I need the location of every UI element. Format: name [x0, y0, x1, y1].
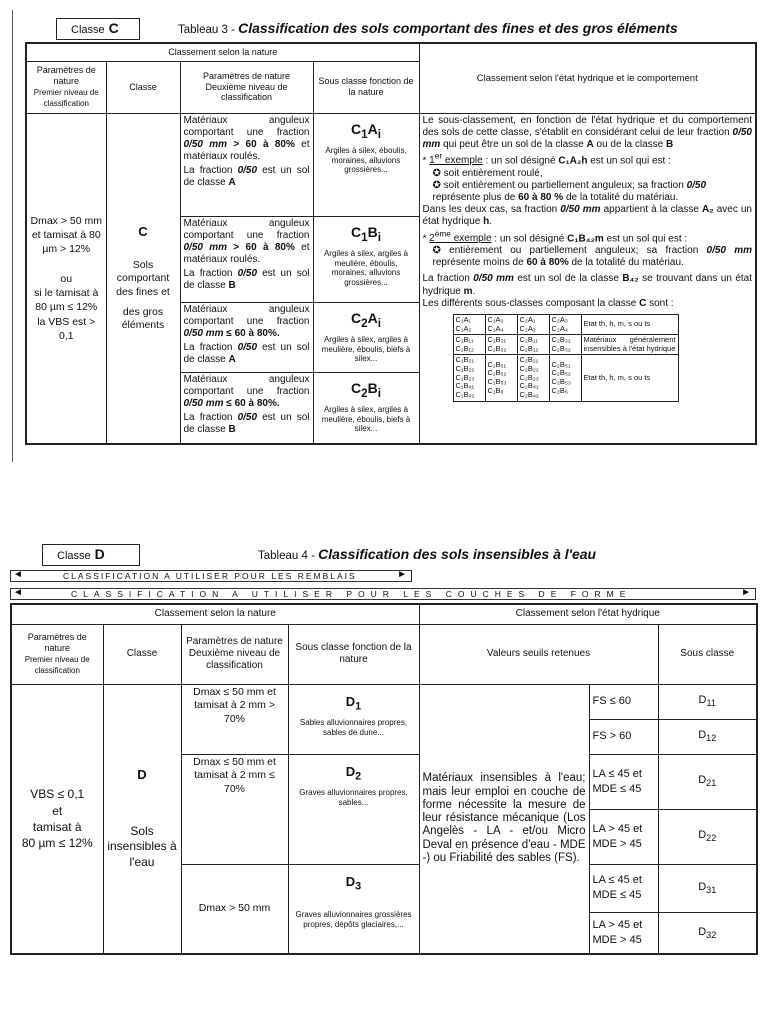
code-base: C: [351, 120, 362, 137]
criteria-tamisat: et tamisat à 80 µm > 12%: [31, 228, 101, 255]
etat-hydrique-explanation: Le sous-classement, en fonction de l'état hydrique et du comportement des sols de cette classe, s'établit en considérant celui de leur fraction 0/50 mm qui peut être un sol de la classe A ou de la classe B * 1er exemple : un sol désigné C₁A₂h est un sol qui est : ✪ soit entièrement roulé, ✪ soit entièrement ou partiellement anguleux; sa fraction 0/50 représente plus de 60 à 80 % de la totalité du matériau. Dans les deux cas, sa fraction 0/50 mm appartient à la classe A₂ avec un état hydrique h. * 2ème exemple : un sol désigné C₁B₄₂m est un sol qui est : ✪ entièrement ou partiellement anguleux; sa fraction 0/50 mm représente moins de 60 à 80% de la totalité du matériau. La fraction 0/50 mm est un sol de la classe B₄₂ se trouvant dans un état hydrique m. Les différents sous-classes composant la classe C sont : C₁A₁ C₁A₂ C₁A₃ C₁A₄ C₂A₁ C₂A₂ C₂A₃ C₂A₄ Etat th, h, m, s ou ts C₁B₁₁ C₁B₁₂ C₁B₃₁ C₁B₃₂ C₂B₁₁ C₂B₁₂ C₂B₃₁ C₂B₃₂ Matériaux généralement insensibles à l'état hydrique C₁B₂₁ C₁B₂₂ C₁B₂₃ C₁B₄₁ C₁B₄₂ C₁B₅₁ C₁B₅₂ C₁B₅₃ C₁B₆ C₂B₂₁ C₂B₂₂ C₂B₂₃ C₂B₄₁ C₂B₄₂ C₂B₅₁ C₂B₅₂ C₂B₅₃ C₂B₆ Etat th, h, m, s ou ts: [419, 113, 756, 444]
criteria-tamisat-low: si le tamisat à 80 µm ≤ 12%: [34, 287, 99, 314]
row1-text: Matériaux anguleux comportant une fraction: [183, 114, 310, 138]
code-sub2: i: [377, 127, 381, 141]
sc-base: D: [698, 774, 707, 787]
criteria-tamisat: tamisat à: [32, 819, 82, 834]
criteria-group-2: Dmax ≤ 50 mm et tamisat à 2 mm ≤ 70%: [181, 754, 288, 864]
frac-b: est un sol de la classe: [513, 273, 623, 285]
ex2-b1a: entièrement ou partiellement anguleux; sa fraction: [449, 245, 707, 257]
criteria-80um: 80 µm ≤ 12%: [21, 835, 93, 850]
cell: C₂B₃₁ C₂B₃₂: [549, 335, 581, 355]
class-cell: [103, 684, 181, 954]
seuil-cell: LA ≤ 45 et MDE ≤ 45: [589, 754, 658, 809]
header-sous-classe: Sous classe fonction de la nature: [288, 624, 419, 684]
banner-couches-forme: [10, 588, 756, 600]
classe-c-box: [56, 18, 140, 40]
both-c: avec un état hydrique: [422, 204, 752, 228]
row4-fraction: 0/50 mm: [183, 397, 224, 409]
header-sous-classe-etat: Sous classe: [658, 624, 757, 684]
sous-classe-cell: [658, 912, 757, 954]
seuil-cell: LA > 45 et MDE > 45: [589, 912, 658, 954]
table-row: [453, 335, 678, 355]
row3-text: Matériaux anguleux comportant une fraction: [183, 303, 310, 327]
code-letter: B: [367, 223, 378, 240]
row1-la-fraction: La fraction: [183, 164, 238, 176]
cell: C₁B₂₁ C₁B₂₂ C₁B₂₃ C₁B₄₁ C₁B₄₂: [453, 355, 485, 401]
sous-classe-cell: [658, 754, 757, 809]
ex1-word: exemple: [442, 155, 483, 167]
criteria-vbs: VBS ≤ 0,1: [30, 787, 85, 802]
first-level-criteria: [11, 684, 103, 954]
cell: C₁A₃ C₁A₄: [485, 314, 517, 334]
cell: C₂B₁₁ C₂B₁₂: [517, 335, 549, 355]
classe-letter: C: [108, 20, 119, 36]
header-classement-etat: Classement selon l'état hydrique et le comportement: [419, 43, 756, 113]
classe-label: Classe: [57, 550, 91, 562]
classe-d-box: [42, 544, 140, 566]
frac-a: La fraction: [422, 273, 474, 285]
code-sub1: 1: [361, 230, 368, 244]
subclass-d3: [288, 864, 419, 954]
ex1-b3pct: 60 à 80 %: [518, 191, 564, 203]
row4-pct: ≤ 60 à 80%.: [223, 397, 280, 409]
row2-fraction: 0/50 mm: [183, 241, 228, 253]
class-cell: [106, 113, 180, 444]
row3-est-sol: est un sol de classe: [183, 341, 310, 365]
sous-classe-cell: [658, 809, 757, 864]
code-sub2: i: [377, 316, 381, 330]
row4-class: B: [228, 423, 236, 435]
header-valeurs-seuils: Valeurs seuils retenues: [419, 624, 658, 684]
cell: C₂A₁ C₂A₂: [517, 314, 549, 334]
ex1-label: 1: [429, 155, 435, 167]
sc-sub: 11: [706, 698, 716, 709]
header-param1-sub: Premier niveau de classification: [33, 88, 99, 108]
sc-sub: 22: [706, 833, 717, 844]
header-classement-nature: Classement selon la nature: [26, 43, 419, 61]
diff-c: C: [639, 297, 647, 309]
header-classe: Classe: [103, 624, 181, 684]
frac-code: B₄₂: [622, 273, 639, 285]
ex1-bullet2-frac: 0/50: [686, 179, 707, 191]
sous-classe-cell: [658, 719, 757, 754]
ex2-b1b: représente moins de: [432, 257, 527, 269]
subclass-c1ai: [313, 113, 419, 216]
subclass-desc: Argiles à silex, argiles à meulière, éboulis, biefs à silex...: [321, 405, 411, 434]
cell-state: Matériaux généralement insensibles à l'état hydrique: [581, 335, 678, 355]
code-sub1: 1: [361, 127, 368, 141]
ex1-b3b: de la totalité du matériau.: [563, 191, 679, 203]
subclass-code: [317, 121, 416, 141]
table-c-title: [178, 20, 678, 36]
subclass-c1bi: [313, 216, 419, 302]
sc-base: D: [698, 925, 707, 938]
code-sub1: 2: [361, 316, 368, 330]
banner-couches-text: CLASSIFICATION A UTILISER POUR LES COUCHES DE FORME: [71, 589, 632, 599]
row1-fraction: 0/50 mm: [183, 138, 228, 150]
row1-frac-val: 0/50: [237, 164, 258, 176]
subclass-desc: Sables alluvionnaires propres, sables de dune...: [299, 718, 408, 738]
code-sub: 1: [355, 700, 362, 713]
frac-frac: 0/50 mm: [473, 273, 514, 285]
header-param1-sub: Premier niveau de classification: [24, 655, 90, 675]
sc-sub: 32: [706, 929, 717, 940]
table-c: [25, 42, 757, 445]
code-base: C: [351, 223, 362, 240]
subclass-desc: Graves alluvionnaires propres, sables...: [299, 788, 408, 808]
ex2-word: exemple: [450, 232, 492, 244]
row1-text2: et matériaux roulés.: [183, 138, 310, 162]
row2-est-sol: est un sol de classe: [183, 267, 310, 291]
row3-fraction: 0/50 mm: [183, 327, 224, 339]
row4-est-sol: est un sol de classe: [183, 411, 310, 435]
criteria-et: et: [52, 803, 63, 818]
subclass-desc: Graves alluvionnaires grossières propres, dépôts glaciaires,...: [295, 910, 412, 930]
subclass-d1: [288, 684, 419, 754]
class-letter: C: [138, 223, 148, 239]
banner-remblais-text: CLASSIFICATION A UTILISER POUR LES REMBLAIS: [63, 571, 357, 581]
row4-text: Matériaux anguleux comportant une fraction: [183, 373, 310, 397]
sc-base: D: [698, 829, 707, 842]
arrow-left-icon: ◄: [13, 587, 25, 598]
sous-classe-cell: [658, 864, 757, 912]
ex2-b1frac: 0/50 mm: [706, 245, 753, 257]
ex1-bullet2: soit entièrement ou partiellement anguleux; sa fraction: [443, 179, 687, 191]
class-letter: D: [137, 766, 147, 782]
first-level-criteria: [26, 113, 106, 444]
p1B: B: [666, 138, 674, 150]
row1-class: A: [228, 176, 236, 188]
criteria-row-2: [180, 216, 313, 302]
ex1-text: : un sol désigné: [482, 155, 559, 167]
ex2-label: 2: [429, 232, 435, 244]
sc-base: D: [698, 729, 707, 742]
table-d-title: [258, 546, 596, 562]
both-a: Dans les deux cas, sa fraction: [422, 204, 561, 216]
cell: C₁B₅₁ C₁B₅₂ C₁B₅₃ C₁B₆: [485, 355, 517, 401]
code-sub1: 2: [361, 386, 368, 400]
cell: C₂B₅₁ C₂B₅₂ C₂B₅₃ C₂B₆: [549, 355, 581, 401]
cell-state: Etat th, h, m, s ou ts: [581, 314, 678, 334]
p1frac: 0/50 mm: [422, 126, 752, 150]
class-desc: Sols insensibles à l'eau: [107, 823, 177, 869]
header-param1: [26, 61, 106, 113]
diff-a: Les différents sous-classes composant la classe: [422, 297, 640, 309]
subclass-code: [317, 310, 416, 330]
ex1-b3a: représente plus de: [432, 191, 519, 203]
seuil-cell: LA > 45 et MDE > 45: [589, 809, 658, 864]
ex2-b1pct: 60 à 80%: [526, 257, 569, 269]
both-code: A₂: [701, 204, 714, 216]
p1ou: ou de la classe: [593, 138, 666, 150]
code-sub: 2: [355, 770, 362, 783]
code-sub: 3: [355, 880, 362, 893]
code-base: D: [345, 763, 356, 779]
ex2-b1c: de la totalité du matériau.: [568, 257, 684, 269]
valeurs-seuils-text: Matériaux insensibles à l'eau; mais leur emploi en couche de forme nécessite la mesure de leur résistance mécanique (Los Angelès - LA - et/ou Micro Deval en présence d'eau - MDE -) ou Friabilité des sables (FS).: [419, 684, 589, 954]
seuil-cell: LA ≤ 45 et MDE ≤ 45: [589, 864, 658, 912]
subclasses-table: [453, 314, 679, 402]
subclass-desc: Argiles à silex, argiles à meulière, éboulis, biefs à silex...: [321, 335, 411, 364]
ex2-end: est un sol qui est :: [603, 232, 688, 244]
ex1-star: *: [422, 155, 430, 167]
header-classe: Classe: [106, 61, 180, 113]
ex1-sup: er: [434, 151, 443, 162]
ex2-star: *: [422, 232, 430, 244]
diff-b: sont :: [646, 297, 674, 309]
cell: C₁A₁ C₁A₂: [453, 314, 485, 334]
code-sub2: i: [377, 386, 381, 400]
ex2-text: : un sol désigné: [491, 232, 568, 244]
header-classement-etat: Classement selon l'état hydrique: [419, 604, 757, 624]
row1-pct: > 60 à 80%: [227, 138, 295, 150]
row2-text2: et matériaux roulés.: [183, 241, 310, 265]
banner-remblais: [10, 570, 412, 582]
criteria-vbs: la VBS est > 0,1: [37, 315, 96, 342]
p1A: A: [586, 138, 594, 150]
cell-state: Etat th, h, m, s ou ts: [581, 355, 678, 401]
table-row: [453, 355, 678, 401]
code-sub2: i: [377, 230, 381, 244]
sc-base: D: [698, 880, 707, 893]
row3-la-fraction: La fraction: [183, 341, 238, 353]
class-desc-2: des gros éléments: [121, 305, 165, 332]
criteria-group-1: Dmax ≤ 50 mm et tamisat à 2 mm > 70%: [181, 684, 288, 754]
table-row: [453, 314, 678, 334]
subclass-code: [292, 874, 416, 893]
title-prefix: Tableau 3 -: [178, 24, 235, 36]
code-base: D: [345, 693, 356, 709]
header-classement-nature: Classement selon la nature: [11, 604, 419, 624]
row2-pct: > 60 à 80%: [227, 241, 295, 253]
code-letter: B: [367, 379, 378, 396]
cell: C₁B₁₁ C₁B₁₂: [453, 335, 485, 355]
classe-letter: D: [94, 546, 105, 562]
header-param2: Paramètres de nature Deuxième niveau de classification: [181, 624, 288, 684]
sc-sub: 21: [706, 778, 717, 789]
criteria-ou: ou: [60, 273, 73, 286]
subclass-desc: Argiles à silex, argiles à meulière, éboulis, moraines, alluvions grossières...: [323, 249, 409, 288]
p1a: Le sous-classement, en fonction de l'état hydrique et du comportement des sols de cette classe, s'établit en considérant celui de leur fraction: [422, 114, 752, 138]
ex1-code: C₁A₂h: [558, 155, 588, 167]
frac-m: m: [463, 285, 473, 297]
code-letter: A: [367, 120, 378, 137]
p1b: qui peut être un sol de la classe: [440, 138, 587, 150]
header-param1-title: Paramètres de nature: [27, 632, 87, 654]
both-frac: 0/50 mm: [560, 204, 601, 216]
header-sous-classe: Sous classe fonction de la nature: [313, 61, 419, 113]
subclass-code: [317, 380, 416, 400]
criteria-row-4: [180, 372, 313, 444]
row3-pct: ≤ 60 à 80%.: [223, 327, 280, 339]
row4-frac-val: 0/50: [237, 411, 258, 423]
seuil-cell: FS > 60: [589, 719, 658, 754]
row2-text: Matériaux anguleux comportant une fraction: [183, 217, 310, 241]
header-param2: Paramètres de nature Deuxième niveau de classification: [180, 61, 313, 113]
title-main: Classification des sols insensibles à l'eau: [318, 546, 597, 562]
cell: C₂B₂₁ C₂B₂₂ C₂B₂₃ C₂B₄₁ C₂B₄₂: [517, 355, 549, 401]
cell: C₂A₃ C₂A₄: [549, 314, 581, 334]
subclass-code: [317, 224, 416, 244]
code-base: C: [351, 309, 362, 326]
subclass-d2: [288, 754, 419, 864]
cell: C₁B₃₁ C₁B₃₂: [485, 335, 517, 355]
both-b: appartient à la classe: [600, 204, 702, 216]
header-param1: [11, 624, 103, 684]
arrow-right-icon: ►: [397, 569, 409, 580]
row2-frac-val: 0/50: [237, 267, 258, 279]
subclass-code: [292, 694, 416, 713]
ex2-sup: ème: [434, 228, 451, 239]
code-base: C: [351, 379, 362, 396]
row2-class: B: [228, 279, 236, 291]
row1-est-sol: est un sol de classe: [183, 164, 310, 188]
header-param1-title: Paramètres de nature: [36, 65, 96, 87]
row3-frac-val: 0/50: [237, 341, 258, 353]
title-prefix: Tableau 4 -: [258, 550, 315, 562]
table-d: [10, 603, 758, 955]
subclass-desc: Argiles à silex, éboulis, moraines, alluvions grossières...: [325, 146, 407, 175]
subclass-code: [292, 764, 416, 783]
sc-sub: 31: [706, 885, 717, 896]
criteria-group-3: Dmax > 50 mm: [181, 864, 288, 954]
row3-class: A: [228, 353, 236, 365]
frac-c: se trouvant dans un état hydrique: [422, 273, 752, 297]
criteria-dmax: Dmax > 50 mm: [30, 214, 102, 227]
code-base: D: [345, 873, 356, 889]
class-desc-1: Sols comportant des fines et: [116, 258, 170, 298]
sous-classe-cell: [658, 684, 757, 719]
seuil-cell: FS ≤ 60: [589, 684, 658, 719]
row2-la-fraction: La fraction: [183, 267, 238, 279]
ex1-bullet1: soit entièrement roulé,: [443, 167, 543, 179]
criteria-row-1: [180, 113, 313, 216]
sc-sub: 12: [706, 733, 717, 744]
ex2-code: C₁B₄₂m: [567, 232, 604, 244]
classe-label: Classe: [71, 24, 105, 36]
arrow-right-icon: ►: [741, 587, 753, 598]
code-letter: A: [367, 309, 378, 326]
subclass-c2bi: [313, 372, 419, 444]
criteria-row-3: [180, 302, 313, 372]
subclass-c2ai: [313, 302, 419, 372]
both-h: h: [483, 216, 490, 228]
ex1-end: est un sol qui est :: [587, 155, 671, 167]
row4-la-fraction: La fraction: [183, 411, 238, 423]
title-main: Classification des sols comportant des fines et des gros éléments: [238, 20, 678, 36]
left-margin-rule: [12, 10, 13, 462]
arrow-left-icon: ◄: [13, 569, 25, 580]
sc-base: D: [698, 694, 707, 707]
